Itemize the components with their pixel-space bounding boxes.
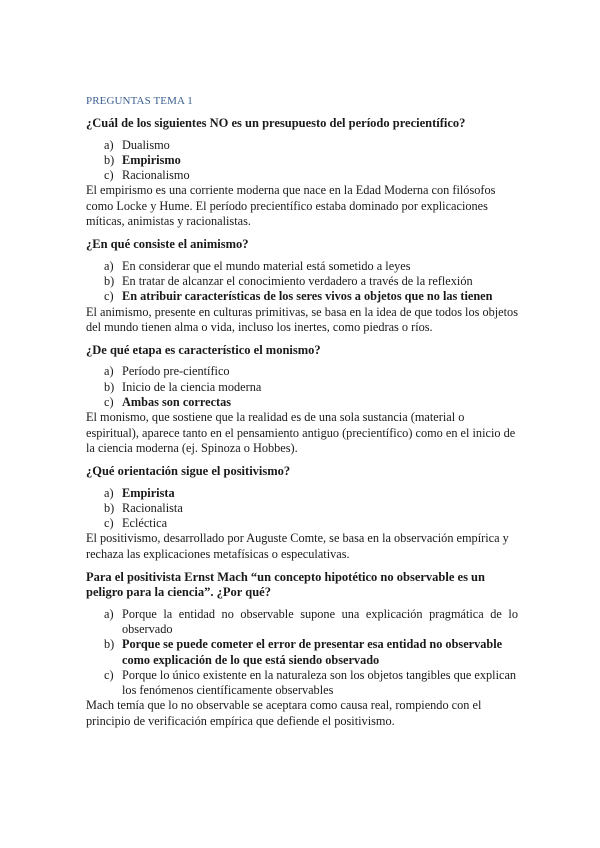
option-c xyxy=(86,668,518,699)
option-b xyxy=(86,274,518,289)
option-letter: c) xyxy=(104,289,114,304)
option-text: Ecléctica xyxy=(122,516,168,531)
question-text: Para el positivista Ernst Mach “un concepto hipotético no observable es un peligro para la ciencia”. ¿Por qué? xyxy=(86,570,485,600)
option-b-correct xyxy=(86,153,518,168)
question-text: ¿De qué etapa es característico el monismo? xyxy=(86,343,321,358)
document-page xyxy=(86,94,518,729)
option-a xyxy=(86,607,518,638)
explanation: El empirismo es una corriente moderna que nace en la Edad Moderna con filósofos como Locke y Hume. El período precientífico estaba dominado por explicaciones míticas, animistas y racionalistas. xyxy=(86,183,496,229)
option-text: Racionalista xyxy=(122,500,183,515)
option-c xyxy=(86,516,518,531)
document-title: PREGUNTAS TEMA 1 xyxy=(86,95,193,107)
option-text: Porque se puede cometer el error de presentar esa entidad no observable como explicación de lo que está siendo observado xyxy=(122,637,503,667)
option-text: Dualismo xyxy=(122,137,170,152)
option-text: En atribuir características de los seres vivos a objetos que no las tienen xyxy=(122,289,493,304)
question-text: ¿Cuál de los siguientes NO es un presupuesto del período precientífico? xyxy=(86,116,466,131)
option-letter: c) xyxy=(104,516,114,531)
option-b xyxy=(86,380,518,395)
option-b-correct xyxy=(86,637,518,668)
option-c-correct xyxy=(86,289,518,304)
explanation: El positivismo, desarrollado por Auguste Comte, se basa en la observación empírica y rechaza las explicaciones metafísicas o especulativas. xyxy=(86,531,509,561)
option-letter: a) xyxy=(104,485,114,500)
option-a xyxy=(86,138,518,153)
explanation: El monismo, que sostiene que la realidad es de una sola sustancia (material o espiritual), aparece tanto en el pensamiento antiguo (precientífico) como en el inicio de la ciencia moderna (ej. Spinoza o Hobbes). xyxy=(86,410,516,455)
option-b xyxy=(86,501,518,516)
question-text: ¿En qué consiste el animismo? xyxy=(86,237,249,252)
option-text: Ambas son correctas xyxy=(122,395,232,410)
option-text: Racionalismo xyxy=(122,168,190,183)
option-text: Período pre-científico xyxy=(122,364,230,379)
option-text: Empirismo xyxy=(122,152,181,167)
option-c xyxy=(86,168,518,183)
option-letter: a) xyxy=(104,137,114,152)
option-letter: c) xyxy=(104,667,114,682)
option-text: En tratar de alcanzar el conocimiento verdadero a través de la reflexión xyxy=(122,273,473,288)
question-block xyxy=(86,570,518,729)
option-text: En considerar que el mundo material está sometido a leyes xyxy=(122,258,411,273)
option-letter: a) xyxy=(104,258,114,273)
option-letter: a) xyxy=(104,364,114,379)
explanation: Mach temía que lo no observable se aceptara como causa real, rompiendo con el principio de verificación empírica que defiende el positivismo. xyxy=(86,698,482,728)
option-text: Porque lo único existente en la naturaleza son los objetos tangibles que explican los fenómenos científicamente observables xyxy=(122,667,517,698)
option-a xyxy=(86,259,518,274)
option-letter: a) xyxy=(104,606,114,621)
question-block xyxy=(86,116,518,229)
option-letter: b) xyxy=(104,637,115,652)
option-letter: c) xyxy=(104,395,114,410)
option-letter: b) xyxy=(104,273,115,288)
question-block xyxy=(86,237,518,335)
option-a xyxy=(86,364,518,379)
question-text: ¿Qué orientación sigue el positivismo? xyxy=(86,464,291,479)
option-letter: b) xyxy=(104,379,115,394)
question-block xyxy=(86,343,518,456)
option-letter: c) xyxy=(104,168,114,183)
option-a-correct xyxy=(86,486,518,501)
option-letter: b) xyxy=(104,152,115,167)
option-c-correct xyxy=(86,395,518,410)
option-text: Empirista xyxy=(122,485,175,500)
option-letter: b) xyxy=(104,500,115,515)
question-block xyxy=(86,464,518,562)
option-text: Porque la entidad no observable supone una explicación pragmática de lo observado xyxy=(122,606,518,636)
explanation: El animismo, presente en culturas primitivas, se basa en la idea de que todos los objetos del mundo tienen alma o vida, incluso los inertes, como piedras o ríos. xyxy=(86,304,518,334)
option-text: Inicio de la ciencia moderna xyxy=(122,379,262,394)
